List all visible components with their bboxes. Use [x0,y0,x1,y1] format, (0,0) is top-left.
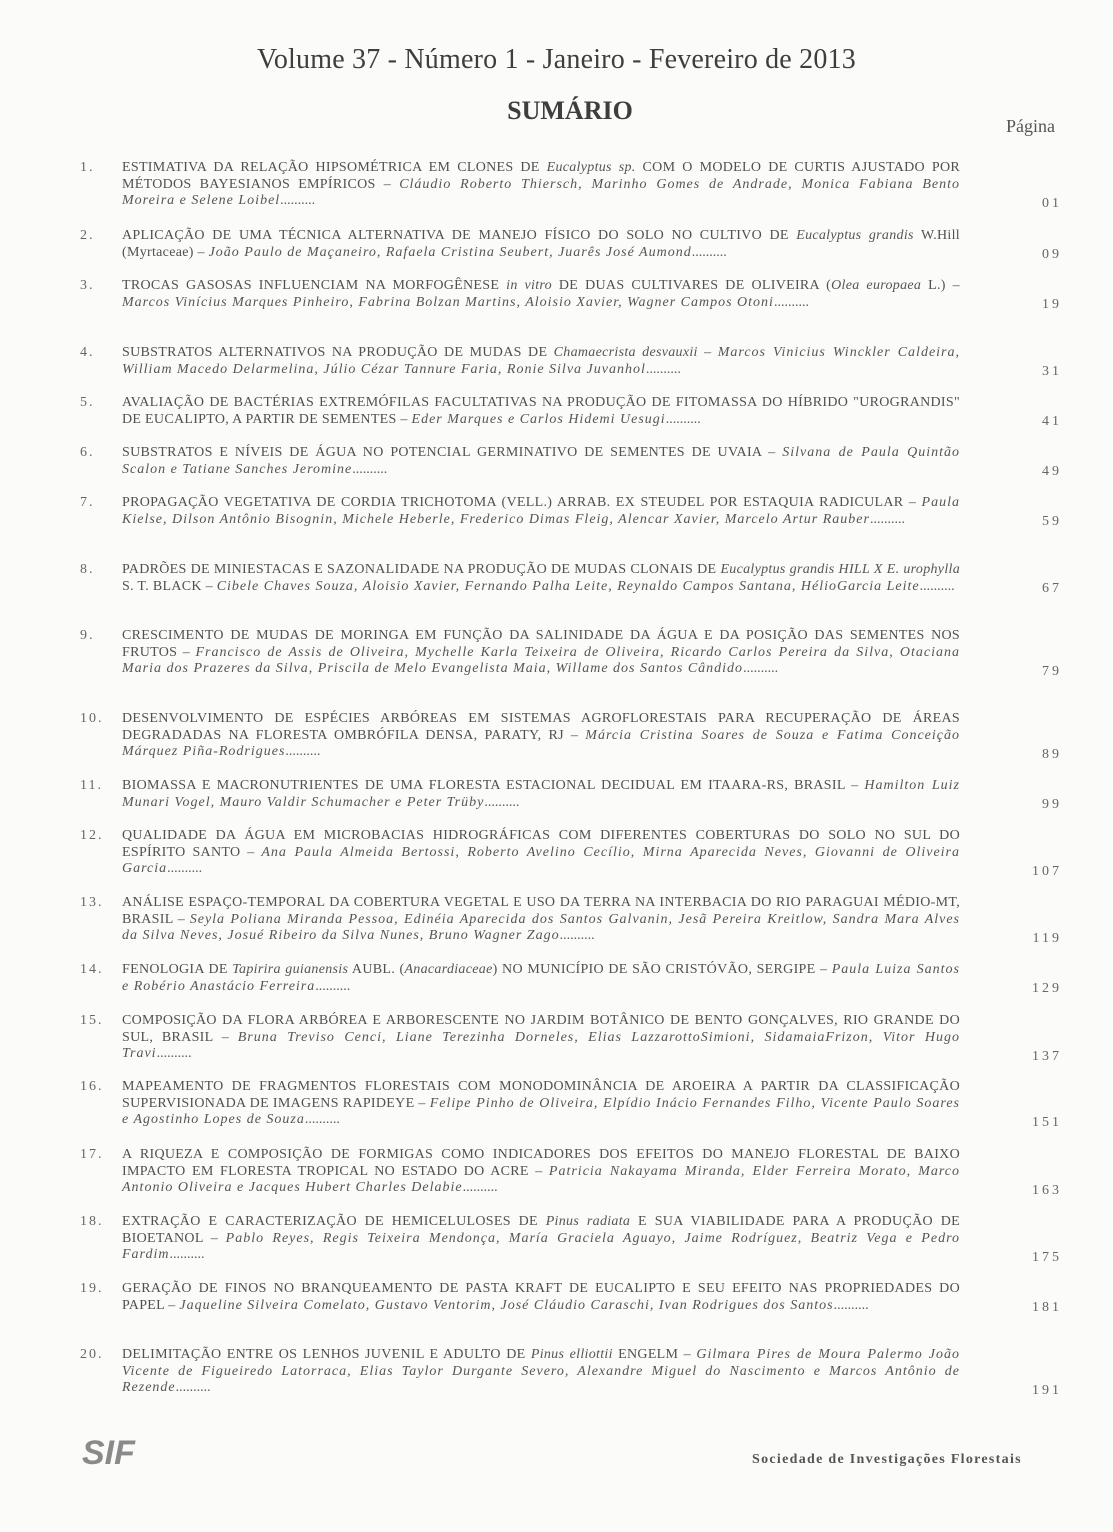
entry-page-number: 181 [1032,1300,1062,1315]
species-name: Eucalyptus grandis HILL X E. urophylla [720,562,960,577]
entry-title [122,1147,960,1197]
entry-number: 6. [80,445,95,460]
volume-header: Volume 37 - Número 1 - Janeiro - Fevereiro de 2013 [257,44,856,75]
title-text: COM O MODELO DE CURTIS AJUSTADO POR MÉTODOS BAYESIANOS EMPÍRICOS – [122,160,960,192]
entry-number: 8. [80,562,95,577]
title-text: E SUA VIABILIDADE PARA A PRODUÇÃO DE BIOETANOL – [122,1214,960,1246]
title-text: ENGELM – [612,1347,697,1362]
entry-title [122,345,960,378]
authors: Francisco de Assis de Oliveira, Mychelle Karla Teixeira de Oliveira, Ricardo Carlos Pereira da Silva, Otaciana Maria dos Prazeres da Silva, Priscila de Melo Evangelista Maia, Willame dos Santos Cândido [122,644,960,676]
leader-dots: .......... [156,1046,192,1061]
entry-number: 16. [80,1079,104,1094]
species-name: in vitro [506,278,552,293]
leader-dots: .......... [285,744,321,759]
entry-title [122,828,960,878]
entry-title [122,228,960,261]
entry-number: 14. [80,962,104,977]
entry-title [122,495,960,528]
entry-page-number: 175 [1032,1250,1062,1265]
title-text: DELIMITAÇÃO ENTRE OS LENHOS JUVENIL E ADULTO DE [122,1347,531,1362]
title-text: A RIQUEZA E COMPOSIÇÃO DE FORMIGAS COMO INDICADORES DOS EFEITOS DO MANEJO FLORESTAL DE BAIXO IMPACTO EM FLORESTA TROPICAL NO ESTADO DO ACRE – [122,1147,960,1179]
title-text: QUALIDADE DA ÁGUA EM MICROBACIAS HIDROGRÁFICAS COM DIFERENTES COBERTURAS DO SOLO NO SUL DO ESPÍRITO SANTO – [122,828,960,860]
entry-title [122,395,960,428]
leader-dots: .......... [919,578,955,594]
summary-title: SUMÁRIO [507,96,633,125]
title-text: FENOLOGIA DE [122,962,233,977]
entry-title [122,1079,960,1129]
title-text: – [697,345,718,360]
entry-number: 20. [80,1347,104,1362]
authors: Eder Marques e Carlos Hidemi Uesugi [411,411,666,427]
entry-title [122,278,960,311]
entry-page-number: 99 [1042,797,1062,812]
leader-dots: .......... [743,661,779,676]
authors: Hamilton Luiz Munari Vogel, Mauro Valdir Schumacher e Peter Trüby [122,778,960,810]
species-name: Tapirira guianensis [232,962,349,977]
entry-page-number: 107 [1032,864,1062,879]
leader-dots: .......... [167,861,203,876]
leader-dots: .......... [484,794,520,810]
sif-logo [80,1432,160,1472]
leader-dots: .......... [175,1380,211,1395]
leader-dots: .......... [869,511,905,527]
entry-number: 17. [80,1147,104,1162]
leader-dots: .......... [169,1247,205,1262]
title-text: L.) – [921,278,960,293]
entry-title [122,962,960,995]
authors: Pablo Reyes, Regis Teixeira Mendonça, María Graciela Aguayo, Jaime Rodríguez, Beatriz Vega e Pedro Fardim [122,1230,960,1262]
authors: Seyla Poliana Miranda Pessoa, Edinéia Aparecida dos Santos Galvanin, Jesã Pereira Kreitlow, Sandra Mara Alves da Silva Neves, Josué Ribeiro da Silva Nunes, Bruno Wagner Zago [122,911,961,943]
entry-title [122,1214,960,1264]
entry-title [122,711,960,761]
entry-number: 13. [80,895,104,910]
entry-number: 15. [80,1013,104,1028]
entry-number: 9. [80,628,95,643]
publisher-name: Sociedade de Investigações Florestais [752,1452,1022,1467]
authors: Paula Kielse, Dilson Antônio Bisognin, Michele Heberle, Frederico Dimas Fleig, Alencar Xavier, Marcelo Artur Rauber [122,495,960,527]
entry-title [122,1013,960,1063]
authors: João Paulo de Maçaneiro, Rafaela Cristina Seubert, Juarês José Aumond [208,244,692,260]
leader-dots: .......... [833,1297,869,1313]
species-name: Pinus radiata [545,1214,631,1229]
entry-number: 12. [80,828,104,843]
entry-page-number: 09 [1042,247,1062,262]
title-text: DE DUAS CULTIVARES DE OLIVEIRA ( [551,278,832,293]
authors: Gilmara Pires de Moura Palermo João Vicente de Figueiredo Latorraca, Elias Taylor Durgante Severo, Alexandre Miguel do Nascimento e Marcos Antônio de Rezende [122,1347,960,1395]
authors: Paula Luiza Santos e Robério Anastácio Ferreira [122,962,960,994]
title-text: COMPOSIÇÃO DA FLORA ARBÓREA E ARBORESCENTE NO JARDIM BOTÂNICO DE BENTO GONÇALVES, RIO GRANDE DO SUL, BRASIL – [122,1013,960,1045]
entry-page-number: 31 [1042,364,1062,379]
leader-dots: .......... [773,294,809,310]
entry-number: 11. [80,778,103,793]
leader-dots: .......... [315,978,351,994]
page-column-label: Página [1006,116,1055,136]
species-name: Chamaecrista desvauxii [553,345,698,360]
entry-page-number: 151 [1032,1115,1062,1130]
entry-page-number: 89 [1042,747,1062,762]
entry-page-number: 163 [1032,1183,1062,1198]
title-text: SUBSTRATOS ALTERNATIVOS NA PRODUÇÃO DE MUDAS DE [122,345,554,360]
entry-number: 1. [80,160,95,175]
entry-title [122,1347,960,1397]
authors: Patricia Nakayama Miranda, Elder Ferreira Morato, Marco Antonio Oliveira e Jacques Hubert Charles Delabie [122,1163,960,1195]
entry-page-number: 49 [1042,464,1062,479]
title-text: PROPAGAÇÃO VEGETATIVA DE CORDIA TRICHOTOMA (VELL.) ARRAB. EX STEUDEL POR ESTAQUIA RADICULAR – [122,495,922,510]
entry-title [122,628,960,678]
species-name: Eucalyptus grandis [796,228,914,243]
leader-dots: .......... [352,461,388,477]
entry-number: 4. [80,345,95,360]
entry-title [122,778,960,811]
entry-number: 18. [80,1214,104,1229]
entry-number: 2. [80,228,95,243]
title-text: ) NO MUNICÍPIO DE SÃO CRISTÓVÃO, SERGIPE – [492,962,832,977]
entry-title [122,895,960,945]
entry-page-number: 19 [1042,297,1062,312]
title-text: AVALIAÇÃO DE BACTÉRIAS EXTREMÓFILAS FACULTATIVAS NA PRODUÇÃO DE FITOMASSA DO HÍBRIDO "UROGRANDIS" DE EUCALIPTO, A PARTIR DE SEMENTES – [122,395,960,427]
entry-page-number: 79 [1042,664,1062,679]
entry-number: 10. [80,711,104,726]
title-text: SUBSTRATOS E NÍVEIS DE ÁGUA NO POTENCIAL GERMINATIVO DE SEMENTES DE UVAIA – [122,445,783,460]
title-text: TROCAS GASOSAS INFLUENCIAM NA MORFOGÊNESE [122,278,507,293]
authors: Bruna Treviso Cenci, Liane Terezinha Dorneles, Elias LazzarottoSimioni, SidamaiaFrizon, Vitor Hugo Travi [122,1029,960,1061]
authors: Ana Paula Almeida Bertossi, Roberto Avelino Cecílio, Mirna Aparecida Neves, Giovanni de Oliveira Garcia [122,844,960,876]
leader-dots: .......... [665,411,701,427]
authors: Marcos Vinícius Marques Pinheiro, Fabrina Bolzan Martins, Aloisio Xavier, Wagner Campos Otoni [122,294,774,310]
leader-dots: .......... [645,361,681,377]
entry-page-number: 59 [1042,514,1062,529]
entry-page-number: 137 [1032,1049,1062,1064]
entry-page-number: 01 [1042,196,1062,211]
species-name: Olea europaea [831,278,922,293]
entry-page-number: 67 [1042,581,1062,596]
leader-dots: .......... [691,244,727,260]
entry-title [122,160,960,210]
entry-number: 5. [80,395,95,410]
entry-page-number: 41 [1042,414,1062,429]
entry-title [122,562,960,595]
entry-page-number: 191 [1032,1383,1062,1398]
title-text: DESENVOLVIMENTO DE ESPÉCIES ARBÓREAS EM SISTEMAS AGROFLORESTAIS PARA RECUPERAÇÃO DE ÁREAS DEGRADADAS NA FLORESTA OMBRÓFILA DENSA, PARATY, RJ – [122,711,960,743]
species-name: Anacardiaceae [404,962,493,977]
title-text: CRESCIMENTO DE MUDAS DE MORINGA EM FUNÇÃO DA SALINIDADE DA ÁGUA E DA POSIÇÃO DAS SEMENTES NOS FRUTOS – [122,628,960,660]
title-text: AUBL. ( [348,962,405,977]
title-text: ANÁLISE ESPAÇO-TEMPORAL DA COBERTURA VEGETAL E USO DA TERRA NA INTERBACIA DO RIO PARAGUAI MÉDIO-MT, BRASIL – [122,895,960,927]
leader-dots: .......... [462,1180,498,1195]
title-text: BIOMASSA E MACRONUTRIENTES DE UMA FLORESTA ESTACIONAL DECIDUAL EM ITAARA-RS, BRASIL – [122,778,865,793]
entry-number: 3. [80,278,95,293]
title-text: EXTRAÇÃO E CARACTERIZAÇÃO DE HEMICELULOSES DE [122,1214,546,1229]
entry-number: 19. [80,1281,104,1296]
entry-page-number: 119 [1032,931,1062,946]
authors: Márcia Cristina Soares de Souza e Fatima Conceição Márquez Piña-Rodrigues [122,727,961,759]
entry-number: 7. [80,495,95,510]
authors: Cláudio Roberto Thiersch, Marinho Gomes de Andrade, Monica Fabiana Bento Moreira e Selene Loibel [122,176,961,208]
authors: Jaqueline Silveira Comelato, Gustavo Ventorim, José Cláudio Caraschi, Ivan Rodrigues dos Santos [179,1297,834,1313]
leader-dots: .......... [559,928,595,943]
authors: Felipe Pinho de Oliveira, Elpídio Inácio Fernandes Filho, Vicente Paulo Soares e Agostinho Lopes de Souza [122,1095,960,1127]
species-name: Eucalyptus sp. [546,160,636,175]
entry-title [122,445,960,478]
title-text: MAPEAMENTO DE FRAGMENTOS FLORESTAIS COM MONODOMINÂNCIA DE AROEIRA A PARTIR DA CLASSIFICAÇÃO SUPERVISIONADA DE IMAGENS RAPIDEYE – [122,1079,960,1111]
title-text: S. T. BLACK – [122,578,217,594]
sif-logo-text: SIF [82,1434,135,1472]
entry-page-number: 129 [1032,981,1062,996]
species-name: Pinus elliottii [530,1347,613,1362]
leader-dots: .......... [304,1112,340,1127]
title-text: APLICAÇÃO DE UMA TÉCNICA ALTERNATIVA DE MANEJO FÍSICO DO SOLO NO CULTIVO DE [122,228,797,243]
title-text: PADRÕES DE MINIESTACAS E SAZONALIDADE NA PRODUÇÃO DE MUDAS CLONAIS DE [122,562,721,577]
leader-dots: .......... [280,193,316,208]
entry-title [122,1281,960,1314]
title-text: ESTIMATIVA DA RELAÇÃO HIPSOMÉTRICA EM CLONES DE [122,160,547,175]
title-text: GERAÇÃO DE FINOS NO BRANQUEAMENTO DE PASTA KRAFT DE EUCALIPTO E SEU EFEITO NAS PROPRIEDADES DO PAPEL – [122,1281,960,1313]
authors: Cibele Chaves Souza, Aloisio Xavier, Fernando Palha Leite, Reynaldo Campos Santana, HélioGarcia Leite [216,578,920,594]
authors: Silvana de Paula Quintão Scalon e Tatiane Sanches Jeromine [122,445,960,477]
authors: Marcos Vinicius Winckler Caldeira, William Macedo Delarmelina, Júlio Cézar Tannure Faria, Ronie Silva Juvanhol [122,345,960,377]
title-text: W.Hill (Myrtaceae) – [122,228,960,260]
